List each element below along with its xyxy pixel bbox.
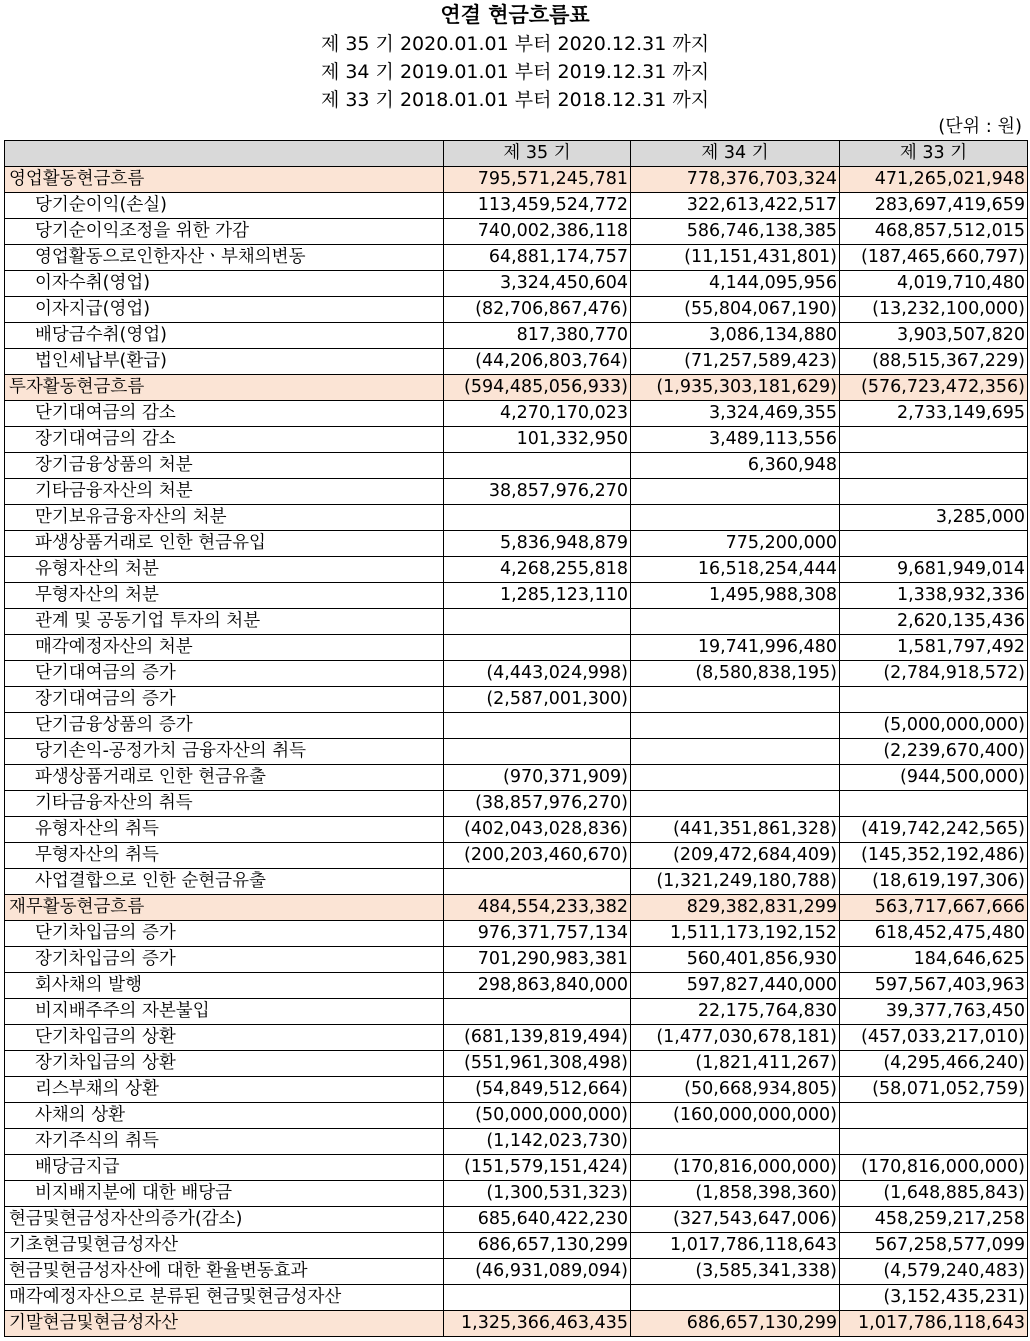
row-value-33: (419,742,242,565) bbox=[840, 817, 1028, 843]
row-value-35: 64,881,174,757 bbox=[444, 245, 631, 271]
row-value-35: (594,485,056,933) bbox=[444, 375, 631, 401]
row-value-33 bbox=[840, 687, 1028, 713]
row-value-35: (151,579,151,424) bbox=[444, 1155, 631, 1181]
table-row bbox=[5, 921, 1028, 947]
row-value-33: (3,152,435,231) bbox=[840, 1285, 1028, 1311]
row-value-33: 3,285,000 bbox=[840, 505, 1028, 531]
row-value-34: 3,086,134,880 bbox=[631, 323, 840, 349]
row-value-34: 778,376,703,324 bbox=[631, 167, 840, 193]
row-value-34 bbox=[631, 1285, 840, 1311]
row-value-33: (88,515,367,229) bbox=[840, 349, 1028, 375]
row-value-34: 586,746,138,385 bbox=[631, 219, 840, 245]
row-label: 단기대여금의 증가 bbox=[5, 661, 444, 687]
row-value-34 bbox=[631, 1129, 840, 1155]
row-value-33 bbox=[840, 479, 1028, 505]
row-value-35: 38,857,976,270 bbox=[444, 479, 631, 505]
row-value-34: 322,613,422,517 bbox=[631, 193, 840, 219]
row-value-34: 1,511,173,192,152 bbox=[631, 921, 840, 947]
row-value-34: (71,257,589,423) bbox=[631, 349, 840, 375]
row-value-34 bbox=[631, 479, 840, 505]
row-value-33: (58,071,052,759) bbox=[840, 1077, 1028, 1103]
row-label: 배당금지급 bbox=[5, 1155, 444, 1181]
row-value-35: (82,706,867,476) bbox=[444, 297, 631, 323]
column-header-34: 제 34 기 bbox=[631, 141, 840, 167]
row-value-33 bbox=[840, 531, 1028, 557]
unit-label: (단위 : 원) bbox=[938, 116, 1022, 137]
table-row bbox=[5, 427, 1028, 453]
row-label: 유형자산의 처분 bbox=[5, 557, 444, 583]
row-value-35: (402,043,028,836) bbox=[444, 817, 631, 843]
table-row bbox=[5, 1155, 1028, 1181]
row-value-35: 701,290,983,381 bbox=[444, 947, 631, 973]
row-value-33: (4,579,240,483) bbox=[840, 1259, 1028, 1285]
row-label: 비지배지분에 대한 배당금 bbox=[5, 1181, 444, 1207]
row-value-35: (200,203,460,670) bbox=[444, 843, 631, 869]
row-value-34: (160,000,000,000) bbox=[631, 1103, 840, 1129]
row-value-33: 468,857,512,015 bbox=[840, 219, 1028, 245]
row-value-35 bbox=[444, 713, 631, 739]
table-row bbox=[5, 219, 1028, 245]
row-value-33: 1,338,932,336 bbox=[840, 583, 1028, 609]
row-value-34: 3,324,469,355 bbox=[631, 401, 840, 427]
row-label: 현금및현금성자산의증가(감소) bbox=[5, 1207, 444, 1233]
row-value-33: 3,903,507,820 bbox=[840, 323, 1028, 349]
table-row bbox=[5, 1129, 1028, 1155]
table-row bbox=[5, 1051, 1028, 1077]
row-value-34: 686,657,130,299 bbox=[631, 1311, 840, 1337]
row-value-34: 22,175,764,830 bbox=[631, 999, 840, 1025]
table-row bbox=[5, 375, 1028, 401]
row-value-33: 39,377,763,450 bbox=[840, 999, 1028, 1025]
period-line-35: 제 35 기 2020.01.01 부터 2020.12.31 까지 bbox=[320, 33, 710, 55]
row-value-34 bbox=[631, 687, 840, 713]
page-title: 연결 현금흐름표 bbox=[440, 3, 590, 27]
row-value-35: 1,285,123,110 bbox=[444, 583, 631, 609]
cash-flow-table bbox=[4, 140, 1028, 1337]
row-value-35: 740,002,386,118 bbox=[444, 219, 631, 245]
row-value-34: 560,401,856,930 bbox=[631, 947, 840, 973]
row-value-34: (3,585,341,338) bbox=[631, 1259, 840, 1285]
row-label: 만기보유금융자산의 처분 bbox=[5, 505, 444, 531]
table-row bbox=[5, 531, 1028, 557]
row-value-35: 685,640,422,230 bbox=[444, 1207, 631, 1233]
row-value-35: 795,571,245,781 bbox=[444, 167, 631, 193]
row-value-33: (13,232,100,000) bbox=[840, 297, 1028, 323]
row-label: 배당금수취(영업) bbox=[5, 323, 444, 349]
row-value-33: 458,259,217,258 bbox=[840, 1207, 1028, 1233]
table-row bbox=[5, 817, 1028, 843]
row-value-34: (1,477,030,678,181) bbox=[631, 1025, 840, 1051]
row-value-33: 597,567,403,963 bbox=[840, 973, 1028, 999]
row-label: 기초현금및현금성자산 bbox=[5, 1233, 444, 1259]
table-row bbox=[5, 193, 1028, 219]
row-value-33: 2,733,149,695 bbox=[840, 401, 1028, 427]
row-label: 무형자산의 처분 bbox=[5, 583, 444, 609]
row-label: 유형자산의 취득 bbox=[5, 817, 444, 843]
row-value-34: 1,495,988,308 bbox=[631, 583, 840, 609]
row-label: 비지배주주의 자본불입 bbox=[5, 999, 444, 1025]
row-value-35: 976,371,757,134 bbox=[444, 921, 631, 947]
row-label: 이자수취(영업) bbox=[5, 271, 444, 297]
row-label: 자기주식의 취득 bbox=[5, 1129, 444, 1155]
row-value-34: (11,151,431,801) bbox=[631, 245, 840, 271]
row-value-35: (46,931,089,094) bbox=[444, 1259, 631, 1285]
row-value-35: 1,325,366,463,435 bbox=[444, 1311, 631, 1337]
row-value-35: 5,836,948,879 bbox=[444, 531, 631, 557]
row-label: 리스부채의 상환 bbox=[5, 1077, 444, 1103]
row-value-33: (4,295,466,240) bbox=[840, 1051, 1028, 1077]
row-value-33 bbox=[840, 453, 1028, 479]
row-value-33: (2,784,918,572) bbox=[840, 661, 1028, 687]
row-value-35: (2,587,001,300) bbox=[444, 687, 631, 713]
row-label: 이자지급(영업) bbox=[5, 297, 444, 323]
table-row bbox=[5, 1181, 1028, 1207]
row-value-35: 113,459,524,772 bbox=[444, 193, 631, 219]
row-value-35: (44,206,803,764) bbox=[444, 349, 631, 375]
row-value-34: (441,351,861,328) bbox=[631, 817, 840, 843]
period-line-33: 제 33 기 2018.01.01 부터 2018.12.31 까지 bbox=[320, 89, 710, 111]
row-value-35: 686,657,130,299 bbox=[444, 1233, 631, 1259]
column-header-35: 제 35 기 bbox=[444, 141, 631, 167]
row-label: 파생상품거래로 인한 현금유입 bbox=[5, 531, 444, 557]
row-value-34: (1,935,303,181,629) bbox=[631, 375, 840, 401]
row-value-33: 1,581,797,492 bbox=[840, 635, 1028, 661]
row-value-35 bbox=[444, 1285, 631, 1311]
row-label: 장기차입금의 증가 bbox=[5, 947, 444, 973]
row-value-35: (38,857,976,270) bbox=[444, 791, 631, 817]
table-row bbox=[5, 635, 1028, 661]
row-value-35 bbox=[444, 635, 631, 661]
row-value-34: (327,543,647,006) bbox=[631, 1207, 840, 1233]
row-value-33: (944,500,000) bbox=[840, 765, 1028, 791]
table-row bbox=[5, 297, 1028, 323]
row-label: 관계 및 공동기업 투자의 처분 bbox=[5, 609, 444, 635]
row-value-34: (50,668,934,805) bbox=[631, 1077, 840, 1103]
row-value-35: 101,332,950 bbox=[444, 427, 631, 453]
table-row bbox=[5, 1285, 1028, 1311]
table-row bbox=[5, 1233, 1028, 1259]
row-value-34: (8,580,838,195) bbox=[631, 661, 840, 687]
row-value-33: (5,000,000,000) bbox=[840, 713, 1028, 739]
row-value-34 bbox=[631, 609, 840, 635]
row-value-35: (1,300,531,323) bbox=[444, 1181, 631, 1207]
row-label: 회사채의 발행 bbox=[5, 973, 444, 999]
row-value-33: (187,465,660,797) bbox=[840, 245, 1028, 271]
row-value-35: 484,554,233,382 bbox=[444, 895, 631, 921]
row-value-35: 3,324,450,604 bbox=[444, 271, 631, 297]
table-row bbox=[5, 479, 1028, 505]
row-value-33: (2,239,670,400) bbox=[840, 739, 1028, 765]
row-value-35: 298,863,840,000 bbox=[444, 973, 631, 999]
row-value-33: 283,697,419,659 bbox=[840, 193, 1028, 219]
row-value-35 bbox=[444, 869, 631, 895]
table-row bbox=[5, 661, 1028, 687]
row-value-34: 6,360,948 bbox=[631, 453, 840, 479]
row-value-35: 4,268,255,818 bbox=[444, 557, 631, 583]
row-label: 당기순이익(손실) bbox=[5, 193, 444, 219]
row-label: 당기순이익조정을 위한 가감 bbox=[5, 219, 444, 245]
row-value-33 bbox=[840, 1103, 1028, 1129]
row-label: 단기금융상품의 증가 bbox=[5, 713, 444, 739]
table-row bbox=[5, 1025, 1028, 1051]
table-row bbox=[5, 401, 1028, 427]
row-value-35 bbox=[444, 505, 631, 531]
row-label: 법인세납부(환급) bbox=[5, 349, 444, 375]
row-label: 장기대여금의 증가 bbox=[5, 687, 444, 713]
row-value-34 bbox=[631, 713, 840, 739]
row-value-34 bbox=[631, 739, 840, 765]
row-label: 단기대여금의 감소 bbox=[5, 401, 444, 427]
table-row bbox=[5, 609, 1028, 635]
table-row bbox=[5, 973, 1028, 999]
row-label: 장기금융상품의 처분 bbox=[5, 453, 444, 479]
table-row bbox=[5, 245, 1028, 271]
table-row bbox=[5, 583, 1028, 609]
row-value-35: 817,380,770 bbox=[444, 323, 631, 349]
row-value-33 bbox=[840, 427, 1028, 453]
row-label: 기말현금및현금성자산 bbox=[5, 1311, 444, 1337]
row-value-33: 2,620,135,436 bbox=[840, 609, 1028, 635]
row-value-35: (50,000,000,000) bbox=[444, 1103, 631, 1129]
row-value-33 bbox=[840, 1129, 1028, 1155]
row-value-35: (54,849,512,664) bbox=[444, 1077, 631, 1103]
table-row bbox=[5, 1207, 1028, 1233]
row-label: 기타금융자산의 취득 bbox=[5, 791, 444, 817]
table-row bbox=[5, 869, 1028, 895]
table-row bbox=[5, 1077, 1028, 1103]
row-label: 투자활동현금흐름 bbox=[5, 375, 444, 401]
row-label: 사업결합으로 인한 순현금유출 bbox=[5, 869, 444, 895]
table-row bbox=[5, 505, 1028, 531]
table-header-row bbox=[5, 141, 1028, 167]
row-value-33: (145,352,192,486) bbox=[840, 843, 1028, 869]
row-value-33 bbox=[840, 791, 1028, 817]
row-value-34: (170,816,000,000) bbox=[631, 1155, 840, 1181]
row-value-35: (681,139,819,494) bbox=[444, 1025, 631, 1051]
row-label: 단기차입금의 상환 bbox=[5, 1025, 444, 1051]
row-value-33: 184,646,625 bbox=[840, 947, 1028, 973]
row-value-34: 1,017,786,118,643 bbox=[631, 1233, 840, 1259]
row-value-35: (4,443,024,998) bbox=[444, 661, 631, 687]
row-label: 매각예정자산으로 분류된 현금및현금성자산 bbox=[5, 1285, 444, 1311]
table-row bbox=[5, 557, 1028, 583]
table-row bbox=[5, 453, 1028, 479]
table-row bbox=[5, 167, 1028, 193]
row-label: 무형자산의 취득 bbox=[5, 843, 444, 869]
row-value-35: (1,142,023,730) bbox=[444, 1129, 631, 1155]
row-value-34 bbox=[631, 505, 840, 531]
row-value-34: 829,382,831,299 bbox=[631, 895, 840, 921]
row-value-33: (170,816,000,000) bbox=[840, 1155, 1028, 1181]
row-value-34: (1,858,398,360) bbox=[631, 1181, 840, 1207]
row-value-34: 3,489,113,556 bbox=[631, 427, 840, 453]
row-value-33: (457,033,217,010) bbox=[840, 1025, 1028, 1051]
row-value-35 bbox=[444, 739, 631, 765]
row-value-33: (1,648,885,843) bbox=[840, 1181, 1028, 1207]
row-value-34 bbox=[631, 765, 840, 791]
table-row bbox=[5, 687, 1028, 713]
row-value-34: (209,472,684,409) bbox=[631, 843, 840, 869]
table-row bbox=[5, 843, 1028, 869]
table-row bbox=[5, 791, 1028, 817]
table-row bbox=[5, 999, 1028, 1025]
row-label: 매각예정자산의 처분 bbox=[5, 635, 444, 661]
table-row bbox=[5, 765, 1028, 791]
row-value-35 bbox=[444, 999, 631, 1025]
table-row bbox=[5, 323, 1028, 349]
table-row bbox=[5, 271, 1028, 297]
row-label: 영업활동현금흐름 bbox=[5, 167, 444, 193]
row-value-34: (1,321,249,180,788) bbox=[631, 869, 840, 895]
table-row bbox=[5, 349, 1028, 375]
column-header-33: 제 33 기 bbox=[840, 141, 1028, 167]
row-label: 사채의 상환 bbox=[5, 1103, 444, 1129]
row-value-34 bbox=[631, 791, 840, 817]
row-value-34: 597,827,440,000 bbox=[631, 973, 840, 999]
row-label: 파생상품거래로 인한 현금유출 bbox=[5, 765, 444, 791]
row-value-34: 16,518,254,444 bbox=[631, 557, 840, 583]
row-value-33: 618,452,475,480 bbox=[840, 921, 1028, 947]
row-value-33: 567,258,577,099 bbox=[840, 1233, 1028, 1259]
row-label: 장기차입금의 상환 bbox=[5, 1051, 444, 1077]
header-blank-cell bbox=[5, 141, 444, 167]
table-row bbox=[5, 1103, 1028, 1129]
row-value-33: (18,619,197,306) bbox=[840, 869, 1028, 895]
row-value-34: 775,200,000 bbox=[631, 531, 840, 557]
row-value-35: 4,270,170,023 bbox=[444, 401, 631, 427]
table-row bbox=[5, 947, 1028, 973]
row-label: 단기차입금의 증가 bbox=[5, 921, 444, 947]
table-row bbox=[5, 895, 1028, 921]
row-value-33: 471,265,021,948 bbox=[840, 167, 1028, 193]
row-value-33: (576,723,472,356) bbox=[840, 375, 1028, 401]
row-label: 당기손익-공정가치 금융자산의 취득 bbox=[5, 739, 444, 765]
row-value-35: (551,961,308,498) bbox=[444, 1051, 631, 1077]
row-value-35 bbox=[444, 453, 631, 479]
row-value-33: 563,717,667,666 bbox=[840, 895, 1028, 921]
row-label: 현금및현금성자산에 대한 환율변동효과 bbox=[5, 1259, 444, 1285]
row-value-34: (1,821,411,267) bbox=[631, 1051, 840, 1077]
row-value-33: 1,017,786,118,643 bbox=[840, 1311, 1028, 1337]
row-value-34: (55,804,067,190) bbox=[631, 297, 840, 323]
table-row bbox=[5, 739, 1028, 765]
row-label: 영업활동으로인한자산ㆍ부채의변동 bbox=[5, 245, 444, 271]
table-row bbox=[5, 1259, 1028, 1285]
table-row bbox=[5, 1311, 1028, 1337]
row-value-34: 19,741,996,480 bbox=[631, 635, 840, 661]
row-value-34: 4,144,095,956 bbox=[631, 271, 840, 297]
table-row bbox=[5, 713, 1028, 739]
row-label: 재무활동현금흐름 bbox=[5, 895, 444, 921]
row-value-35: (970,371,909) bbox=[444, 765, 631, 791]
row-label: 장기대여금의 감소 bbox=[5, 427, 444, 453]
row-value-33: 4,019,710,480 bbox=[840, 271, 1028, 297]
row-label: 기타금융자산의 처분 bbox=[5, 479, 444, 505]
row-value-35 bbox=[444, 609, 631, 635]
period-line-34: 제 34 기 2019.01.01 부터 2019.12.31 까지 bbox=[320, 61, 710, 83]
row-value-33: 9,681,949,014 bbox=[840, 557, 1028, 583]
